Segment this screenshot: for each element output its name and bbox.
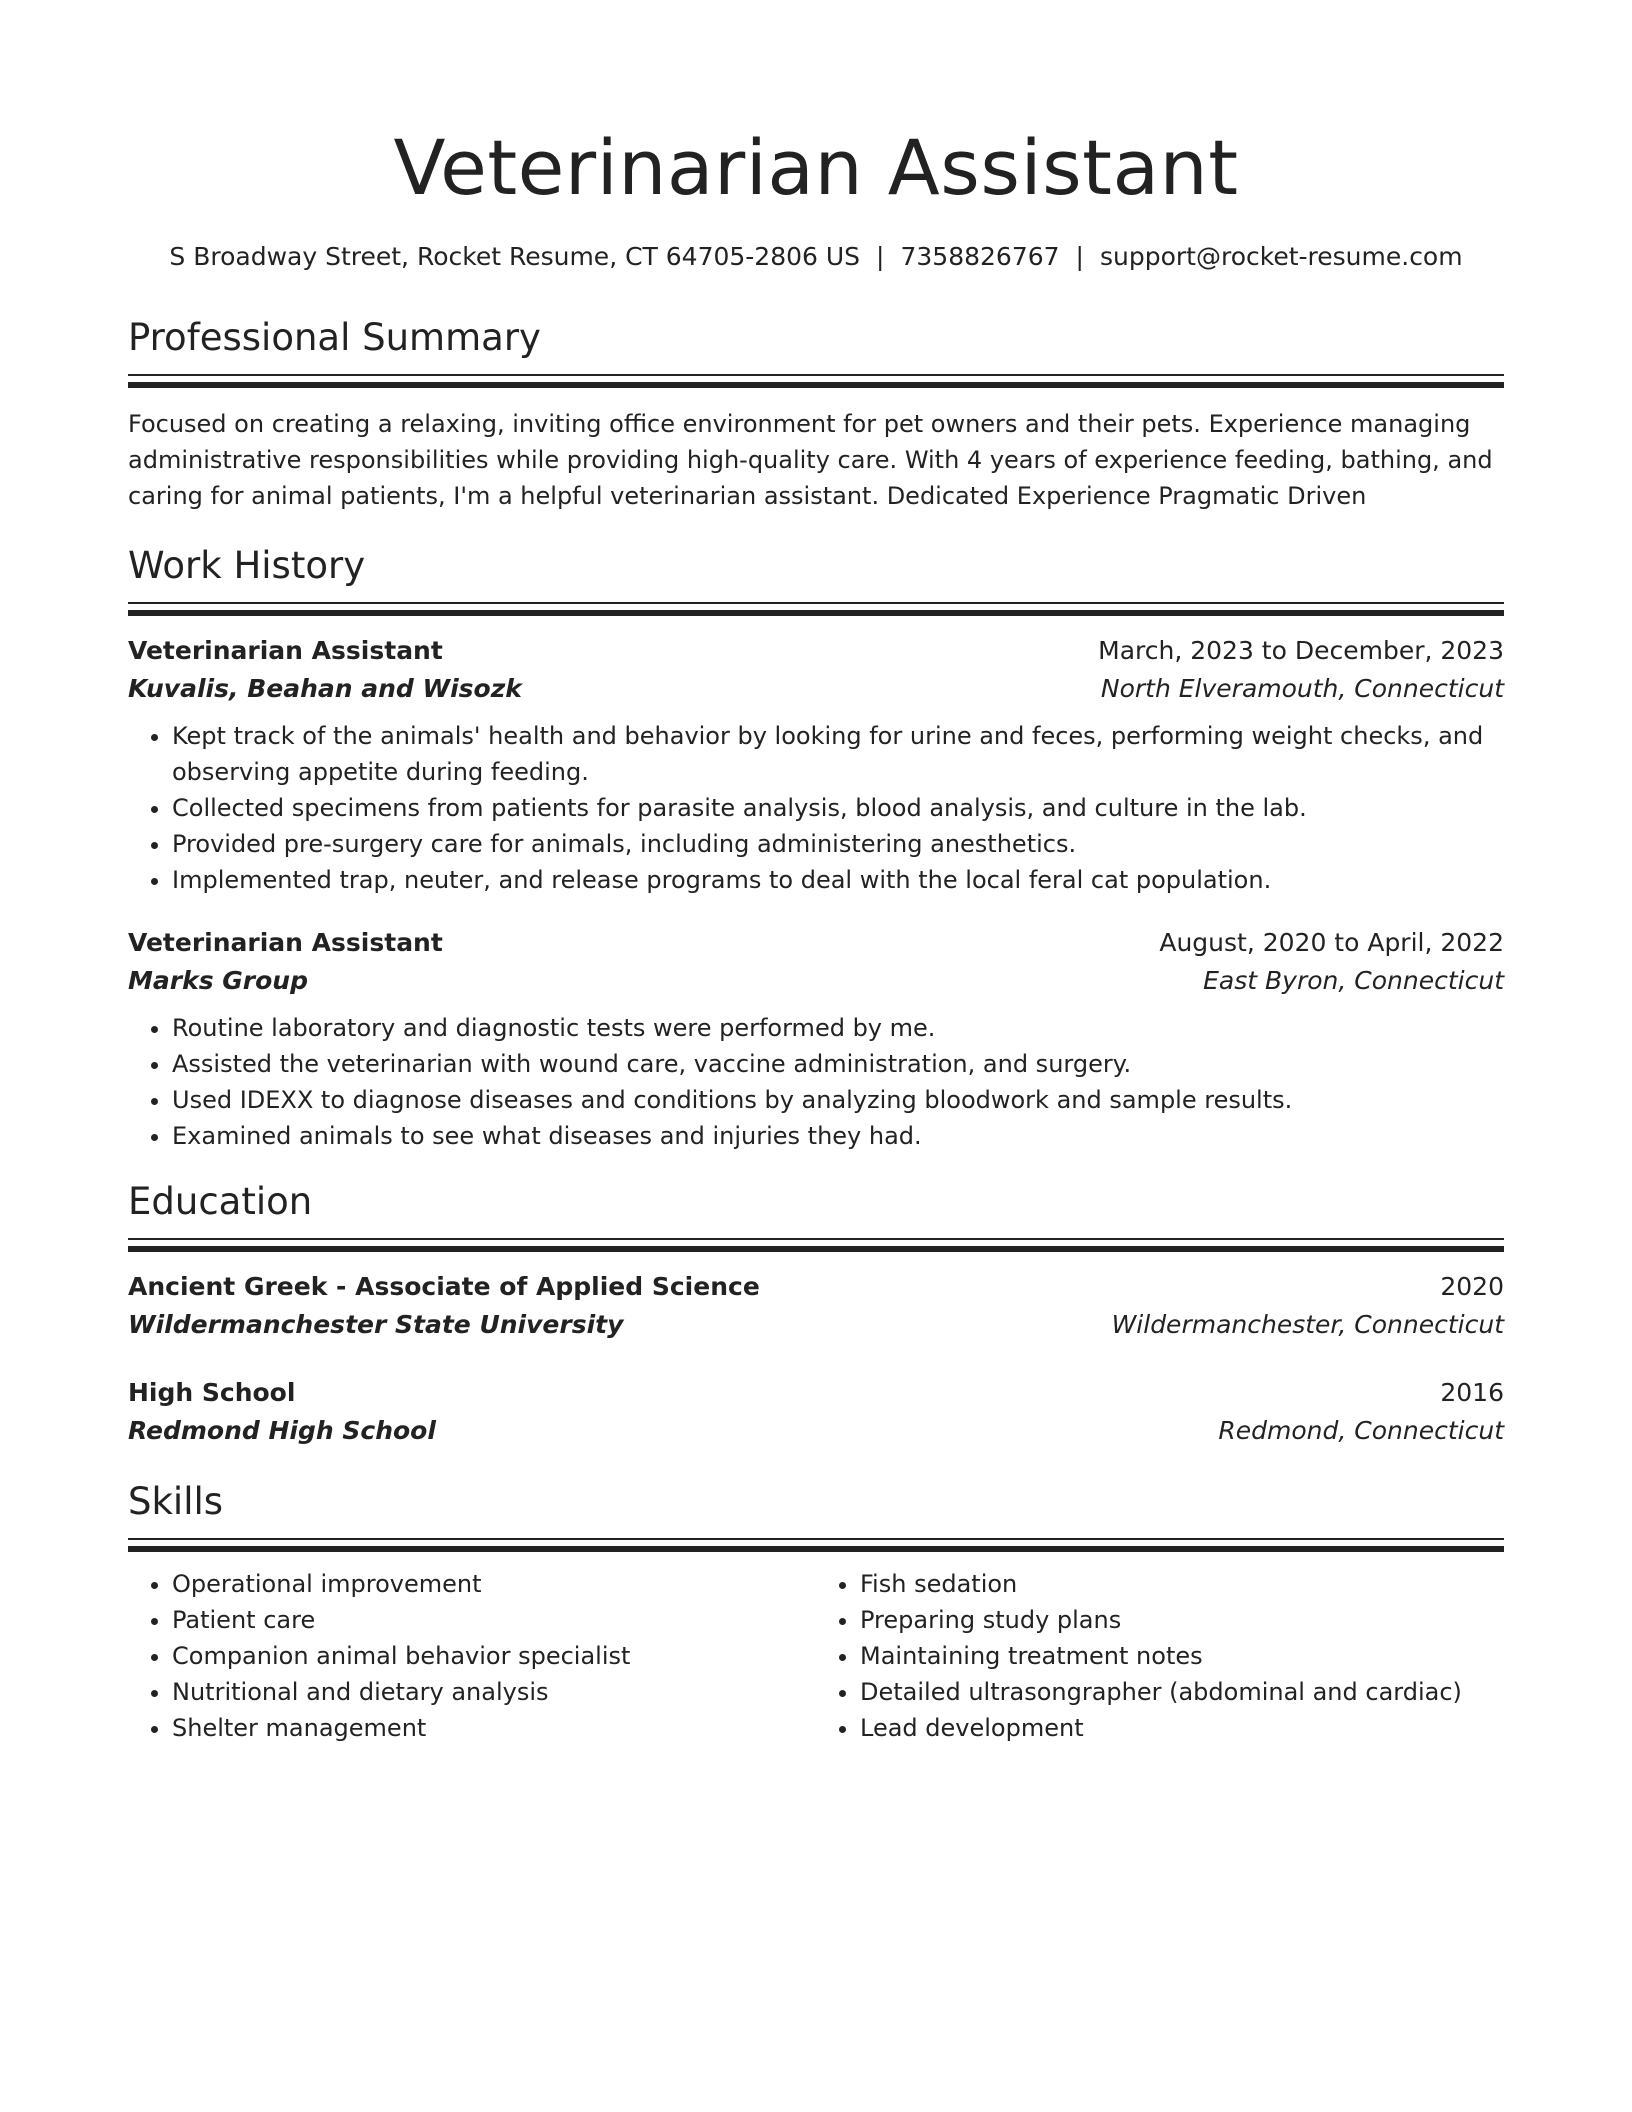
skill-item: • Shelter management — [172, 1710, 816, 1746]
skill-item: • Lead development — [860, 1710, 1504, 1746]
duty-item: • Collected specimens from patients for parasite analysis, blood analysis, and culture in the lab. — [172, 790, 1504, 826]
section-divider — [128, 1238, 1504, 1252]
job-entry — [128, 924, 1504, 1154]
education-section — [128, 1178, 1504, 1450]
contact-email: support@rocket-resume.com — [1099, 242, 1463, 271]
contact-line — [128, 240, 1504, 274]
job-location: North Elveramouth, Connecticut — [1100, 674, 1504, 703]
summary-section — [128, 314, 1504, 514]
contact-address: S Broadway Street, Rocket Resume, CT 64705-2806 US — [169, 242, 861, 271]
summary-text: Focused on creating a relaxing, inviting office environment for pet owners and their pets. Experience managing administrative responsibilities while providing high-quality care. With 4 years of experience feeding, bathing, and caring for animal patients, I'm a helpful veterinarian assistant. Dedicated Experience Pragmatic Driven — [128, 410, 1493, 510]
contact-separator: | — [876, 242, 885, 271]
section-title-skills: Skills — [128, 1480, 224, 1523]
candidate-name: Veterinarian Assistant — [393, 123, 1239, 212]
duty-item: • Examined animals to see what diseases and injuries they had. — [172, 1118, 1504, 1154]
duty-item: • Assisted the veterinarian with wound care, vaccine administration, and surgery. — [172, 1046, 1504, 1082]
job-dates: March, 2023 to December, 2023 — [1098, 636, 1504, 665]
contact-phone: 7358826767 — [900, 242, 1060, 271]
contact-separator: | — [1075, 242, 1084, 271]
graduation-year: 2016 — [1440, 1378, 1504, 1407]
graduation-year: 2020 — [1440, 1272, 1504, 1301]
school-location: Wildermanchester, Connecticut — [1111, 1310, 1504, 1339]
duty-item: • Routine laboratory and diagnostic tests were performed by me. — [172, 1010, 1504, 1046]
job-entry — [128, 632, 1504, 898]
section-title-work: Work History — [128, 544, 366, 587]
section-divider — [128, 1538, 1504, 1552]
section-divider — [128, 374, 1504, 388]
skills-section — [128, 1478, 1504, 1746]
skill-item: • Operational improvement — [172, 1566, 816, 1602]
degree-title: High School — [128, 1378, 296, 1407]
skill-item: • Companion animal behavior specialist — [172, 1638, 816, 1674]
education-entry — [128, 1374, 1504, 1450]
skill-item: • Detailed ultrasongrapher (abdominal and cardiac) — [860, 1674, 1504, 1710]
job-title: Veterinarian Assistant — [128, 928, 443, 957]
skill-item: • Fish sedation — [860, 1566, 1504, 1602]
work-section — [128, 542, 1504, 1154]
skill-item: • Maintaining treatment notes — [860, 1638, 1504, 1674]
school-name: Redmond High School — [128, 1416, 436, 1445]
section-title-summary: Professional Summary — [128, 316, 541, 359]
duty-item: • Kept track of the animals' health and behavior by looking for urine and feces, performing weight checks, and observing appetite during feeding. — [172, 718, 1504, 790]
duty-item: • Implemented trap, neuter, and release programs to deal with the local feral cat population. — [172, 862, 1504, 898]
skill-item: • Nutritional and dietary analysis — [172, 1674, 816, 1710]
education-entry — [128, 1268, 1504, 1344]
skill-item: • Preparing study plans — [860, 1602, 1504, 1638]
skill-item: • Patient care — [172, 1602, 816, 1638]
job-duties — [128, 1010, 1504, 1154]
skills-list-left — [128, 1566, 816, 1746]
job-title: Veterinarian Assistant — [128, 636, 443, 665]
job-location: East Byron, Connecticut — [1203, 966, 1504, 995]
section-title-education: Education — [128, 1180, 313, 1223]
job-company: Kuvalis, Beahan and Wisozk — [128, 674, 522, 703]
skills-columns — [128, 1566, 1504, 1746]
section-divider — [128, 602, 1504, 616]
duty-item: • Used IDEXX to diagnose diseases and conditions by analyzing bloodwork and sample results. — [172, 1082, 1504, 1118]
job-duties — [128, 718, 1504, 898]
job-company: Marks Group — [128, 966, 309, 995]
school-location: Redmond, Connecticut — [1218, 1416, 1504, 1445]
skills-list-right — [816, 1566, 1504, 1746]
school-name: Wildermanchester State University — [128, 1310, 624, 1339]
duty-item: • Provided pre-surgery care for animals, including administering anesthetics. — [172, 826, 1504, 862]
degree-title: Ancient Greek - Associate of Applied Science — [128, 1272, 760, 1301]
job-dates: August, 2020 to April, 2022 — [1159, 928, 1504, 957]
